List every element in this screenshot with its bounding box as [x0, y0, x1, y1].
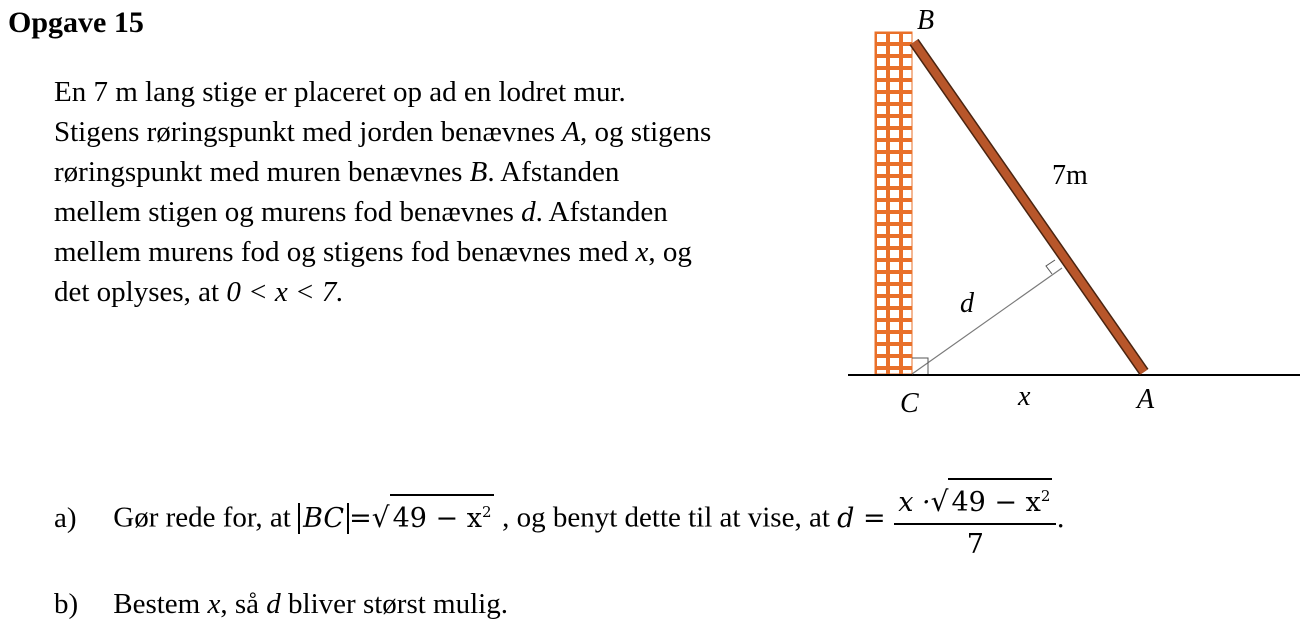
- task-b-label: b): [54, 588, 79, 620]
- label-A: A: [1137, 384, 1155, 415]
- ladder-diagram: [840, 0, 1302, 430]
- problem-description: [54, 72, 834, 312]
- label-length: 7m: [1052, 160, 1088, 191]
- label-C: C: [900, 388, 919, 419]
- right-angle-marker-d: [1046, 260, 1055, 274]
- label-d: d: [960, 288, 974, 319]
- description-line-5: mellem murens fod og stigens fod benævnes med x, og: [54, 236, 692, 268]
- task-a-label: a): [54, 501, 77, 534]
- distance-d-line: [912, 268, 1062, 374]
- ladder: [914, 42, 1144, 372]
- task-a-text-2: , og benyt dette til at vise, at: [502, 501, 830, 534]
- exercise-heading: Opgave 15: [8, 6, 144, 39]
- brick-wall: [875, 32, 912, 374]
- label-x: x: [1018, 381, 1031, 412]
- description-line-4: mellem stigen og murens fod benævnes d. Afstanden: [54, 196, 668, 228]
- description-line-3: røringspunkt med muren benævnes B. Afstanden: [54, 156, 620, 188]
- label-B: B: [917, 5, 935, 36]
- task-a: [54, 478, 1065, 560]
- task-a-text-1: Gør rede for, at: [113, 501, 291, 534]
- description-line-6: det oplyses, at 0 < x < 7.: [54, 276, 344, 308]
- description-line-1: En 7 m lang stige er placeret op ad en lodret mur.: [54, 76, 626, 108]
- task-a-formula-d: d = $\frac{x \cdot√ 49 - x^2}{7}$ .: [837, 503, 1065, 534]
- task-a-formula-bc: BC =√ $49 - x^2$: [298, 503, 502, 534]
- task-b: b) Bestem x, så d bliver størst mulig.: [54, 588, 508, 620]
- description-line-2: Stigens røringspunkt med jorden benævnes A, og stigens: [54, 116, 712, 148]
